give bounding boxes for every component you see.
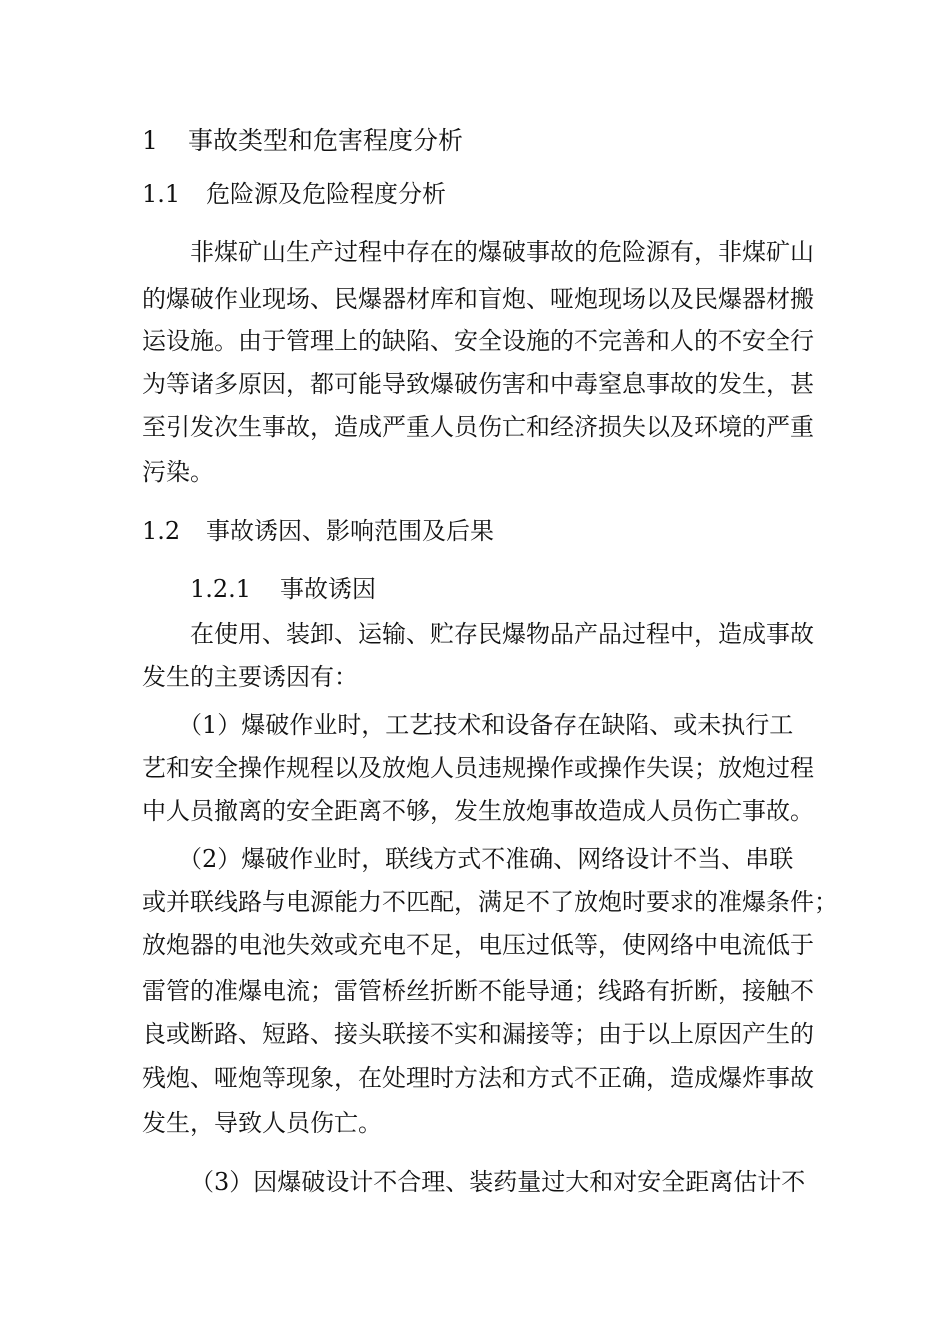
paragraph-1-line: 污染。	[142, 458, 214, 486]
item-2-line: 良或断路、短路、接头联接不实和漏接等；由于以上原因产生的	[142, 1020, 814, 1048]
paragraph-1-line: 非煤矿山生产过程中存在的爆破事故的危险源有，非煤矿山	[190, 238, 814, 266]
heading-1-2-1-title: 事故诱因	[280, 575, 376, 603]
paragraph-2-line: 在使用、装卸、运输、贮存民爆物品产品过程中，造成事故	[190, 620, 814, 648]
paragraph-1-line: 至引发次生事故，造成严重人员伤亡和经济损失以及环境的严重	[142, 413, 814, 441]
heading-1-1	[142, 179, 882, 209]
paragraph-1-line: 的爆破作业现场、民爆器材库和盲炮、哑炮现场以及民爆器材搬	[142, 285, 814, 313]
item-3-line: （3）因爆破设计不合理、装药量过大和对安全距离估计不	[190, 1168, 806, 1196]
paragraph-1-line: 运设施。由于管理上的缺陷、安全设施的不完善和人的不安全行	[142, 327, 814, 355]
heading-1-2	[142, 516, 882, 546]
heading-1-2-1	[190, 574, 930, 604]
heading-1-1-title: 危险源及危险程度分析	[206, 180, 446, 208]
item-2-line: 发生，导致人员伤亡。	[142, 1109, 382, 1137]
item-1-line: 中人员撤离的安全距离不够，发生放炮事故造成人员伤亡事故。	[142, 797, 814, 825]
item-2-line: （2）爆破作业时，联线方式不准确、网络设计不当、串联	[178, 845, 794, 873]
heading-1-1-number: 1.1	[142, 180, 181, 208]
paragraph-1-line: 为等诸多原因，都可能导致爆破伤害和中毒窒息事故的发生，甚	[142, 370, 814, 398]
heading-1-number: 1	[142, 126, 158, 155]
heading-1	[142, 126, 882, 156]
item-1-line: 艺和安全操作规程以及放炮人员违规操作或操作失误；放炮过程	[142, 754, 814, 782]
item-2-line: 放炮器的电池失效或充电不足，电压过低等，使网络中电流低于	[142, 931, 814, 959]
item-2-line: 残炮、哑炮等现象，在处理时方法和方式不正确，造成爆炸事故	[142, 1064, 814, 1092]
heading-1-2-title: 事故诱因、影响范围及后果	[206, 517, 494, 545]
item-2-line: 雷管的准爆电流；雷管桥丝折断不能导通；线路有折断，接触不	[142, 977, 814, 1005]
item-1-line: （1）爆破作业时，工艺技术和设备存在缺陷、或未执行工	[178, 711, 794, 739]
heading-1-title: 事故类型和危害程度分析	[188, 126, 464, 155]
heading-1-2-number: 1.2	[142, 517, 181, 545]
paragraph-2-line: 发生的主要诱因有：	[142, 663, 358, 691]
heading-1-2-1-number: 1.2.1	[190, 575, 252, 603]
item-2-line: 或并联线路与电源能力不匹配，满足不了放炮时要求的准爆条件；	[142, 888, 838, 916]
